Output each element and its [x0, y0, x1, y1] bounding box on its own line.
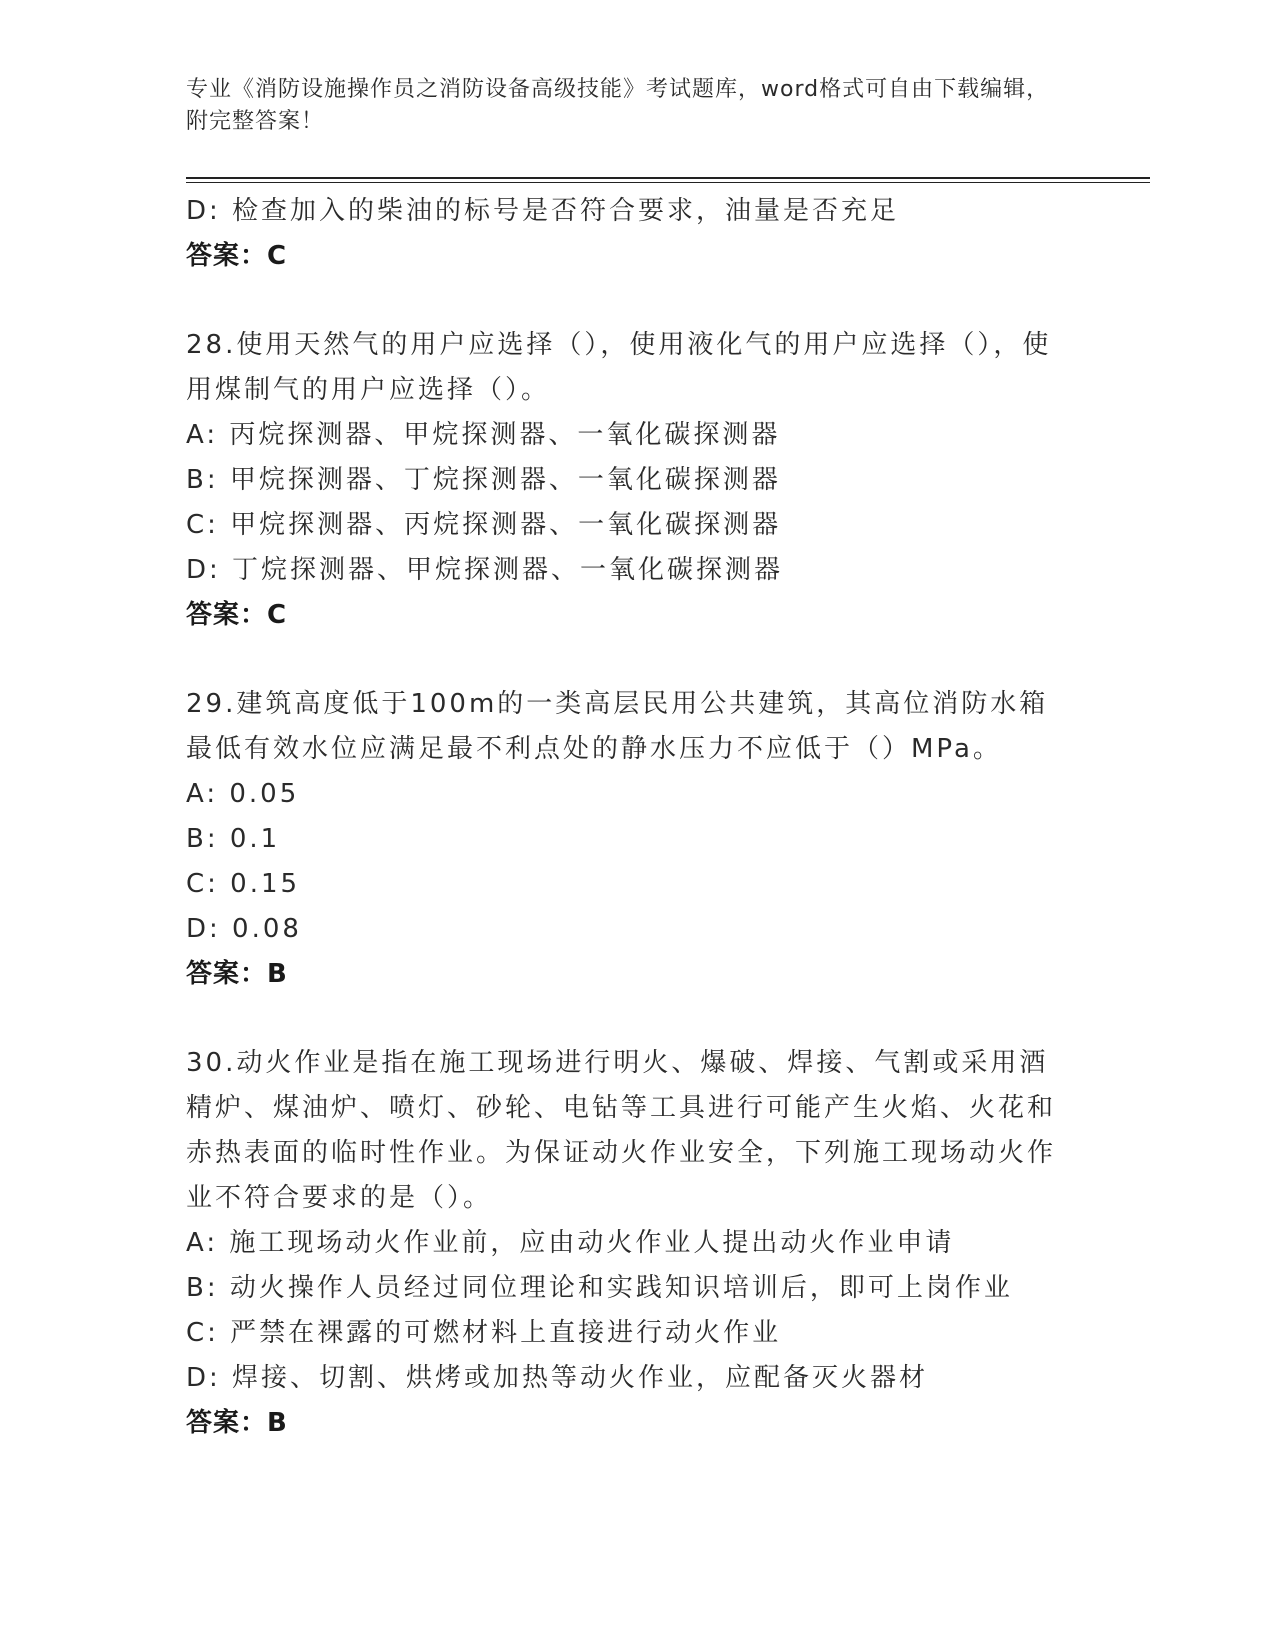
option-c: C: 严禁在裸露的可燃材料上直接进行动火作业 [186, 1318, 782, 1348]
option-b: B: 0.1 [186, 824, 281, 854]
option-b: B: 动火操作人员经过同位理论和实践知识培训后，即可上岗作业 [186, 1273, 1013, 1303]
answer: 答案：B [186, 959, 288, 989]
spacer [186, 279, 1086, 323]
question-29 [186, 682, 1086, 997]
header-divider-thin [186, 182, 1150, 183]
option-d: D: 焊接、切割、烘烤或加热等动火作业，应配备灭火器材 [186, 1363, 929, 1393]
option-a: A: 0.05 [186, 779, 300, 809]
question-28 [186, 323, 1086, 638]
document-header: 专业《消防设施操作员之消防设备高级技能》考试题库，word格式可自由下载编辑，附完整答案！ [186, 77, 1050, 134]
carryover-answer: 答案：C [186, 241, 288, 271]
carryover-option-d: D: 检查加入的柴油的标号是否符合要求，油量是否充足 [186, 196, 900, 226]
header-divider-thick [186, 177, 1150, 179]
option-d: D: 0.08 [186, 914, 302, 944]
question-content [186, 189, 1086, 1446]
option-b: B: 甲烷探测器、丁烷探测器、一氧化碳探测器 [186, 465, 781, 495]
option-a: A: 施工现场动火作业前，应由动火作业人提出动火作业申请 [186, 1228, 955, 1258]
option-a: A: 丙烷探测器、甲烷探测器、一氧化碳探测器 [186, 420, 781, 450]
question-stem: 28.使用天然气的用户应选择（），使用液化气的用户应选择（），使用煤制气的用户应选择（）。 [186, 330, 1052, 405]
option-d: D: 丁烷探测器、甲烷探测器、一氧化碳探测器 [186, 555, 784, 585]
option-c: C: 甲烷探测器、丙烷探测器、一氧化碳探测器 [186, 510, 782, 540]
question-stem: 30.动火作业是指在施工现场进行明火、爆破、焊接、气割或采用酒精炉、煤油炉、喷灯、砂轮、电钻等工具进行可能产生火焰、火花和赤热表面的临时性作业。为保证动火作业安全，下列施工现场动火作业不符合要求的是（）。 [186, 1048, 1057, 1213]
question-stem: 29.建筑高度低于100m的一类高层民用公共建筑，其高位消防水箱最低有效水位应满足最不利点处的静水压力不应低于（）MPa。 [186, 689, 1049, 764]
question-30 [186, 1041, 1086, 1446]
answer: 答案：B [186, 1408, 288, 1438]
option-c: C: 0.15 [186, 869, 301, 899]
spacer [186, 638, 1086, 682]
spacer [186, 997, 1086, 1041]
answer: 答案：C [186, 600, 288, 630]
